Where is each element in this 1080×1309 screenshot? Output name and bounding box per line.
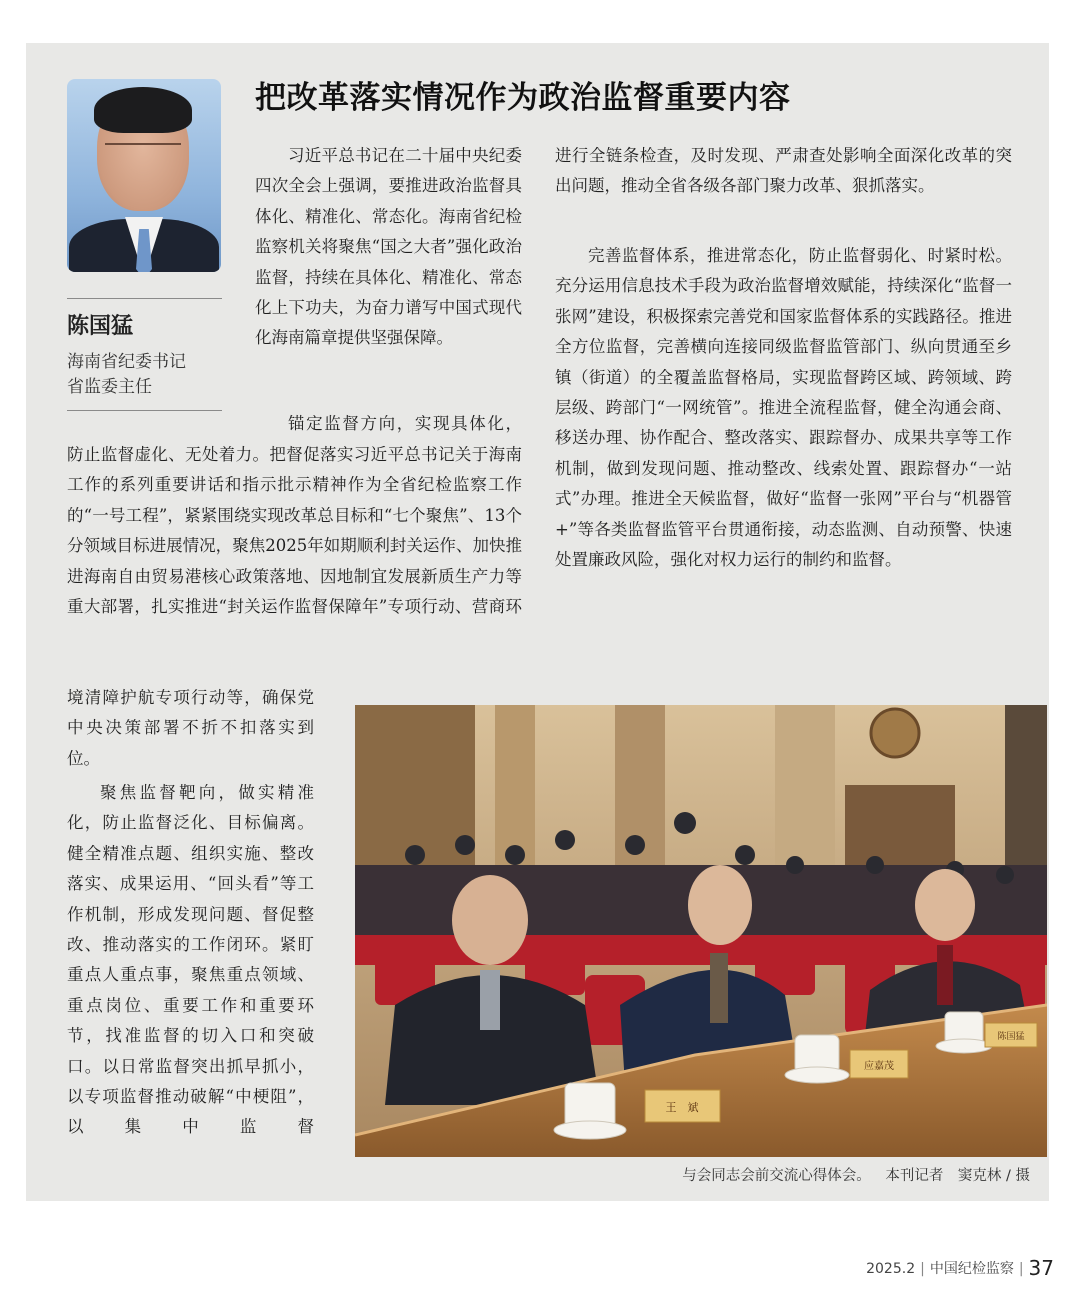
photo-caption-text: 与会同志会前交流心得体会。 [682, 1168, 871, 1184]
nameplate-2-label: 应嘉茂 [864, 1061, 894, 1072]
nameplate-3-label: 陈国猛 [997, 1032, 1025, 1042]
paragraph-direction-lead: 锚定监督方向，实现具体化， [288, 414, 522, 433]
photo-caption [682, 1164, 1030, 1185]
author-title [67, 350, 186, 400]
author-portrait [67, 79, 221, 272]
issue-number: 2025.2 [866, 1261, 916, 1277]
page-number: 37 [1028, 1256, 1054, 1280]
paragraph-direction-end: 境清障护航专项行动等，确保党中央决策部署不折不扣落实到位。 [67, 688, 314, 768]
paragraph-precision: 聚焦监督靶向，做实精准化，防止监督泛化、目标偏离。健全精准点题、组织实施、整改落实、成果运用、“回头看”等工作机制，形成发现问题、督促整改、推动落实的工作闭环。紧盯重点人重点事，聚焦重点领域、重点岗位、重要工作和重要环节，找准监督的切入口和突破口。以日常监督突出抓早抓小，以专项监督推动破解“中梗阻”，以集中监督 [67, 783, 314, 1137]
divider-bottom [67, 410, 222, 411]
nameplate-1-label: 王 斌 [665, 1101, 699, 1114]
paragraph-precision-continued: 进行全链条检查，及时发现、严肃查处影响全面深化改革的突出问题，推动全省各级各部门聚力改革、狠抓落实。 [555, 146, 1012, 196]
author-title-line1: 海南省纪委书记 [67, 352, 186, 372]
meeting-photo-illustration [355, 705, 1047, 1157]
divider-top [67, 298, 222, 299]
paragraph-direction-body: 防止监督虚化、无处着力。把督促落实习近平总书记关于海南工作的系列重要讲话和指示批示精神作为全省纪检监察工作的“一号工程”，紧紧围绕实现改革总目标和“七个聚焦”、13个分领域目标进展情况，聚焦2025年如期顺利封关运作、加快推进海南自由贸易港核心政策落地、因地制宜发展新质生产力等重大部署，扎实推进“封关运作监督保障年”专项行动、营商环 [67, 445, 522, 617]
article-headline: 把改革落实情况作为政治监督重要内容 [255, 80, 791, 116]
magazine-name: 中国纪检监察 [929, 1261, 1014, 1277]
meeting-photo [355, 705, 1047, 1157]
paragraph-system: 完善监督体系，推进常态化，防止监督弱化、时紧时松。充分运用信息技术手段为政治监督增效赋能，持续深化“监督一张网”建设，积极探索完善党和国家监督体系的实践路径。推进全方位监督，完善横向连接同级监督监管部门、纵向贯通至乡镇（街道）的全覆盖监督格局，实现监督跨区域、跨领域、跨层级、跨部门“一网统管”。推进全流程监督，健全沟通会商、移送办理、协作配合、整改落实、跟踪督办、成果共享等工作机制，做到发现问题、推动整改、线索处置、跟踪督办“一站式”办理。推进全天候监督，做好“监督一张网”平台与“机器管+”等各类监督监管平台贯通衔接，动态监测、自动预警、快速处置廉政风险，强化对权力运行的制约和监督。 [555, 246, 1012, 570]
author-name: 陈国猛 [67, 314, 134, 339]
photo-credit: 本刊记者 窦克林 / 摄 [885, 1168, 1030, 1184]
paragraph-intro: 习近平总书记在二十届中央纪委四次全会上强调，要推进政治监督具体化、精准化、常态化。海南省纪检监察机关将聚焦“国之大者”强化政治监督，持续在具体化、精准化、常态化上下功夫，为奋力谱写中国式现代化海南篇章提供坚强保障。 [255, 146, 522, 348]
page-footer: 2025.2 | 中国纪检监察 | 37 [866, 1256, 1054, 1280]
author-title-line2: 省监委主任 [67, 377, 152, 397]
